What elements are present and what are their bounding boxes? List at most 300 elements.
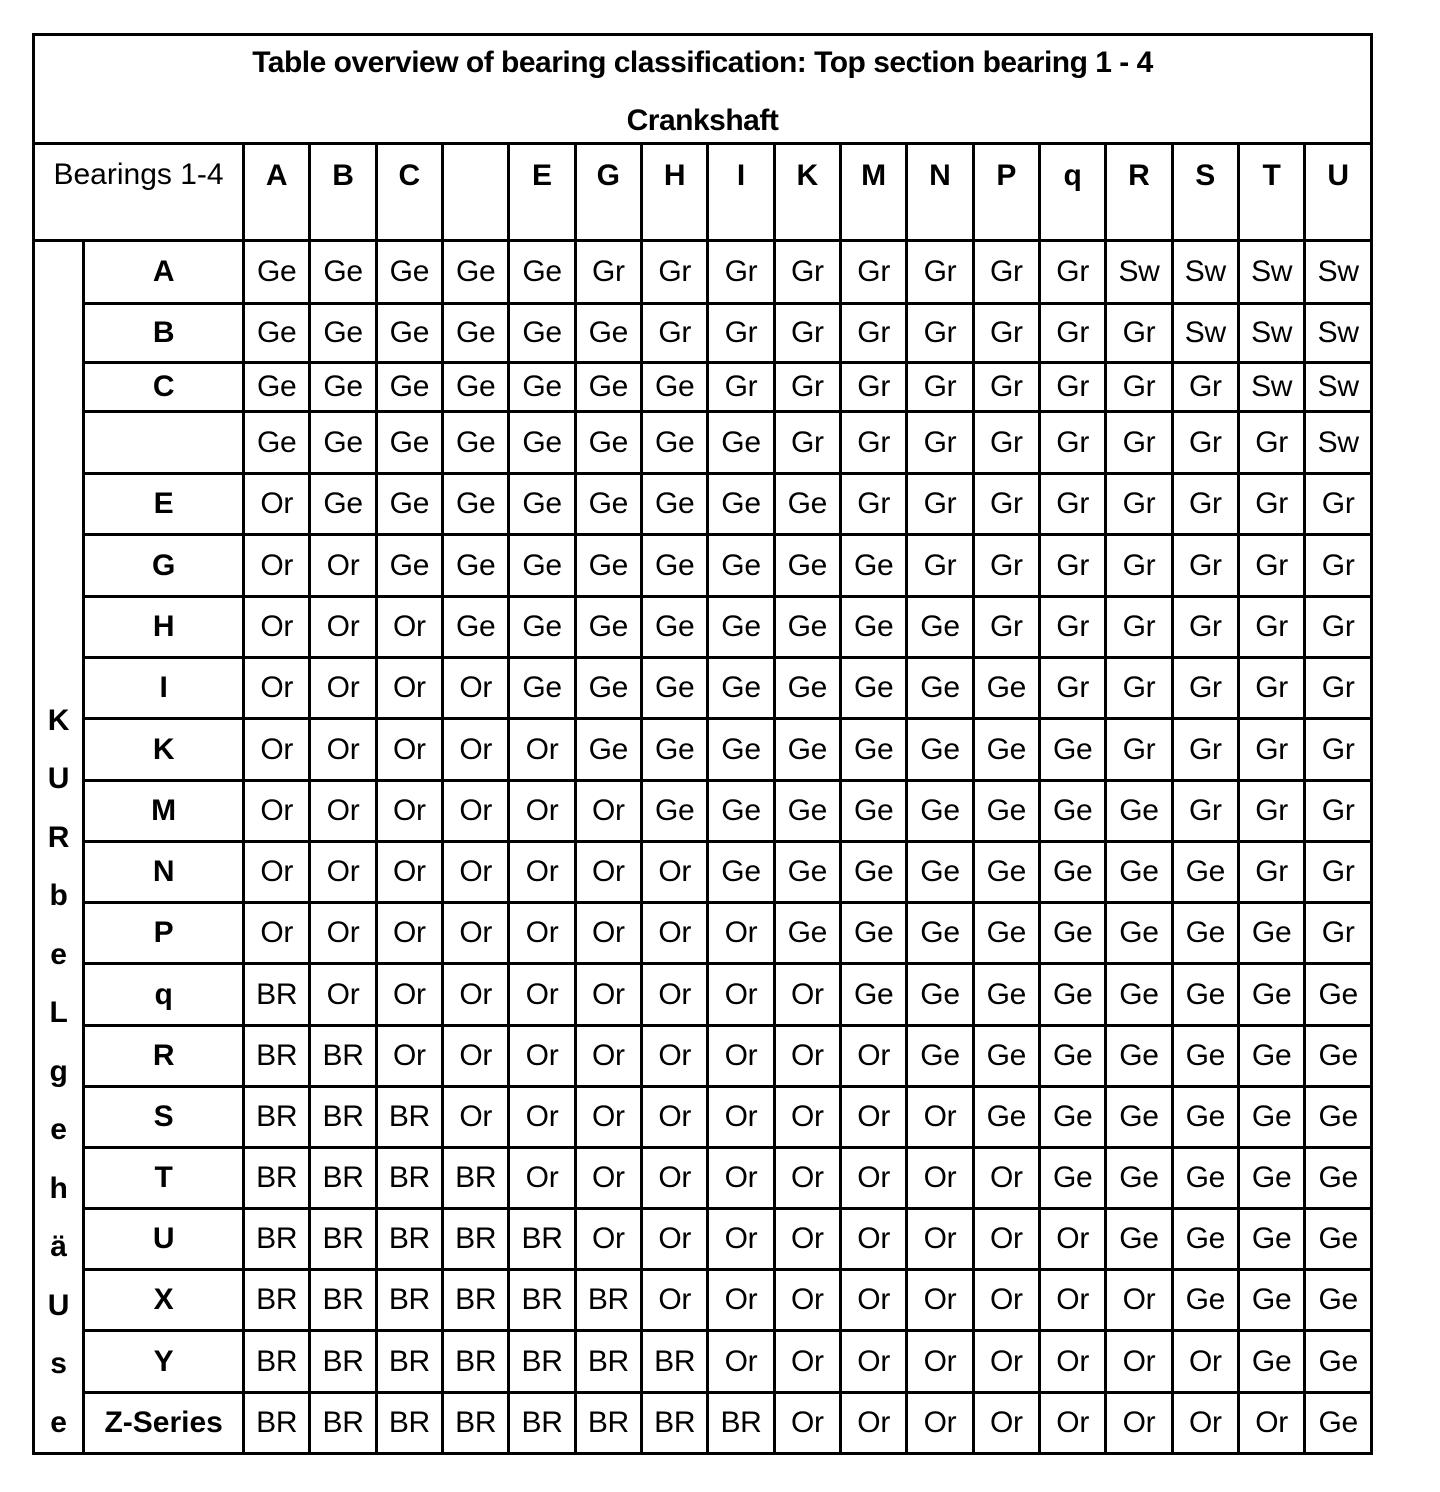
table-cell: Ge bbox=[1305, 1393, 1372, 1454]
vertical-label-char: g bbox=[49, 1054, 68, 1088]
table-cell: Ge bbox=[973, 903, 1039, 964]
table-cell: Gr bbox=[1039, 304, 1105, 363]
table-cell: Or bbox=[642, 1087, 708, 1148]
table-cell: Or bbox=[642, 964, 708, 1026]
table-cell: Or bbox=[907, 1331, 973, 1393]
row-header: P bbox=[84, 903, 244, 964]
vertical-label-char: b bbox=[49, 879, 68, 912]
table-cell: Sw bbox=[1305, 412, 1372, 474]
table-cell: BR bbox=[244, 1331, 310, 1393]
table-cell: Gr bbox=[774, 363, 840, 412]
row-header bbox=[84, 412, 244, 474]
table-cell: Or bbox=[774, 964, 840, 1026]
table-cell: Gr bbox=[1305, 842, 1372, 903]
table-cell: Or bbox=[244, 535, 310, 597]
table-cell: Or bbox=[509, 842, 575, 903]
table-row bbox=[34, 412, 1372, 474]
table-cell: Or bbox=[244, 842, 310, 903]
table-cell: Or bbox=[973, 1393, 1039, 1454]
table-cell: Gr bbox=[1039, 241, 1105, 304]
table-cell: Ge bbox=[708, 535, 774, 597]
table-cell: Or bbox=[244, 658, 310, 719]
table-cell: Or bbox=[841, 1087, 907, 1148]
table-cell: Ge bbox=[1039, 903, 1105, 964]
table-cell: Ge bbox=[1238, 1087, 1304, 1148]
table-cell: Ge bbox=[376, 412, 442, 474]
table-cell: Ge bbox=[907, 842, 973, 903]
table-cell: Or bbox=[443, 781, 509, 842]
table-cell: Gr bbox=[1305, 903, 1372, 964]
table-cell: Or bbox=[708, 1209, 774, 1270]
table-row bbox=[34, 597, 1372, 658]
table-cell: Gr bbox=[774, 412, 840, 474]
table-cell: Or bbox=[509, 1148, 575, 1209]
table-cell: Or bbox=[642, 1026, 708, 1087]
table-cell: BR bbox=[509, 1270, 575, 1331]
table-cell: Or bbox=[1106, 1393, 1172, 1454]
table-cell: BR bbox=[642, 1331, 708, 1393]
table-cell: Gr bbox=[1172, 474, 1238, 535]
table-cell: Ge bbox=[575, 597, 641, 658]
table-cell: Or bbox=[443, 903, 509, 964]
table-cell: Ge bbox=[376, 241, 442, 304]
table-row bbox=[34, 535, 1372, 597]
table-cell: Or bbox=[1106, 1270, 1172, 1331]
table-cell: Or bbox=[1172, 1393, 1238, 1454]
table-cell: Ge bbox=[1238, 1148, 1304, 1209]
table-cell: Ge bbox=[1305, 1270, 1372, 1331]
table-cell: Or bbox=[774, 1331, 840, 1393]
table-cell: Or bbox=[642, 1148, 708, 1209]
table-cell: Ge bbox=[509, 535, 575, 597]
row-header: Y bbox=[84, 1331, 244, 1393]
table-cell: Ge bbox=[774, 535, 840, 597]
table-cell: Ge bbox=[509, 241, 575, 304]
table-cell: Ge bbox=[1106, 1209, 1172, 1270]
table-cell: Ge bbox=[841, 719, 907, 781]
table-cell: Or bbox=[575, 1148, 641, 1209]
table-cell: Gr bbox=[1305, 535, 1372, 597]
table-cell: Or bbox=[774, 1270, 840, 1331]
column-header: G bbox=[575, 144, 641, 241]
table-cell: BR bbox=[376, 1331, 442, 1393]
vertical-label-char: U bbox=[47, 762, 70, 795]
table-cell: Or bbox=[841, 1331, 907, 1393]
table-cell: Ge bbox=[1305, 1026, 1372, 1087]
table-cell: Or bbox=[376, 719, 442, 781]
vertical-label-char: L bbox=[49, 996, 68, 1029]
table-cell: Gr bbox=[1172, 597, 1238, 658]
table-cell: Or bbox=[310, 535, 376, 597]
table-cell: BR bbox=[310, 1209, 376, 1270]
table-title-main: Table overview of bearing classification: Top section bearing 1 - 4 bbox=[252, 46, 1153, 79]
table-row bbox=[34, 1087, 1372, 1148]
table-cell: Ge bbox=[1106, 842, 1172, 903]
table-cell: Ge bbox=[973, 781, 1039, 842]
table-cell: Ge bbox=[1238, 1026, 1304, 1087]
table-cell: Ge bbox=[642, 474, 708, 535]
table-cell: Gr bbox=[1106, 719, 1172, 781]
table-cell: Ge bbox=[907, 719, 973, 781]
table-cell: BR bbox=[244, 1087, 310, 1148]
table-cell: Gr bbox=[1172, 719, 1238, 781]
table-row bbox=[34, 474, 1372, 535]
table-cell: Sw bbox=[1238, 363, 1304, 412]
row-header: I bbox=[84, 658, 244, 719]
table-cell: Ge bbox=[708, 597, 774, 658]
table-cell: Ge bbox=[1305, 1209, 1372, 1270]
vertical-label-char: R bbox=[47, 820, 70, 854]
table-cell: Gr bbox=[973, 412, 1039, 474]
row-header: B bbox=[84, 304, 244, 363]
table-cell: Ge bbox=[1039, 781, 1105, 842]
table-cell: Gr bbox=[1238, 474, 1304, 535]
table-cell: Gr bbox=[907, 535, 973, 597]
table-cell: BR bbox=[244, 1393, 310, 1454]
table-cell: Or bbox=[310, 842, 376, 903]
row-header: Z-Series bbox=[84, 1393, 244, 1454]
column-header: A bbox=[244, 144, 310, 241]
table-cell: Ge bbox=[1172, 903, 1238, 964]
table-cell: Ge bbox=[443, 474, 509, 535]
table-cell: Gr bbox=[841, 241, 907, 304]
table-cell: Ge bbox=[244, 241, 310, 304]
table-cell: Ge bbox=[1039, 1087, 1105, 1148]
table-cell: Gr bbox=[1039, 658, 1105, 719]
table-cell: Or bbox=[907, 1148, 973, 1209]
table-cell: Or bbox=[509, 781, 575, 842]
bearing-classification-table-wrapper bbox=[32, 33, 1373, 1455]
table-cell: Or bbox=[1039, 1331, 1105, 1393]
table-cell: Ge bbox=[376, 535, 442, 597]
column-header: N bbox=[907, 144, 973, 241]
table-cell: BR bbox=[244, 1209, 310, 1270]
table-cell: Ge bbox=[708, 474, 774, 535]
table-cell: Ge bbox=[642, 597, 708, 658]
table-cell: Ge bbox=[907, 964, 973, 1026]
table-cell: Or bbox=[376, 658, 442, 719]
table-cell: Gr bbox=[1039, 363, 1105, 412]
table-cell: Or bbox=[907, 1087, 973, 1148]
table-cell: Ge bbox=[1305, 1148, 1372, 1209]
table-cell: Gr bbox=[1305, 658, 1372, 719]
table-cell: Or bbox=[1172, 1331, 1238, 1393]
table-cell: Ge bbox=[1172, 1209, 1238, 1270]
table-cell: Or bbox=[708, 1331, 774, 1393]
table-cell: Or bbox=[907, 1209, 973, 1270]
table-cell: Ge bbox=[973, 1026, 1039, 1087]
table-row bbox=[34, 1393, 1372, 1454]
table-cell: Or bbox=[244, 781, 310, 842]
table-cell: Gr bbox=[774, 241, 840, 304]
column-header: M bbox=[841, 144, 907, 241]
table-cell: Ge bbox=[973, 658, 1039, 719]
table-cell: Ge bbox=[774, 719, 840, 781]
vertical-label-char: e bbox=[50, 937, 67, 971]
column-header: P bbox=[973, 144, 1039, 241]
table-cell: Ge bbox=[443, 412, 509, 474]
table-cell: Gr bbox=[708, 363, 774, 412]
row-header: K bbox=[84, 719, 244, 781]
table-cell: Gr bbox=[1305, 781, 1372, 842]
table-cell: BR bbox=[244, 1026, 310, 1087]
table-cell: Gr bbox=[708, 241, 774, 304]
table-cell: BR bbox=[443, 1331, 509, 1393]
table-cell: Ge bbox=[1106, 1148, 1172, 1209]
table-cell: Ge bbox=[509, 658, 575, 719]
row-header: M bbox=[84, 781, 244, 842]
table-cell: BR bbox=[376, 1148, 442, 1209]
table-cell: Gr bbox=[575, 241, 641, 304]
table-row bbox=[34, 781, 1372, 842]
table-cell: Gr bbox=[1238, 719, 1304, 781]
table-cell: Ge bbox=[575, 412, 641, 474]
table-cell: Ge bbox=[575, 474, 641, 535]
table-cell: Ge bbox=[509, 363, 575, 412]
table-cell: Or bbox=[708, 1270, 774, 1331]
table-cell: Ge bbox=[973, 719, 1039, 781]
table-cell: Ge bbox=[1238, 1331, 1304, 1393]
table-cell: Or bbox=[244, 597, 310, 658]
table-cell: Or bbox=[443, 1087, 509, 1148]
table-cell: Ge bbox=[1172, 1148, 1238, 1209]
column-header: R bbox=[1106, 144, 1172, 241]
table-cell: Ge bbox=[907, 597, 973, 658]
table-cell: Ge bbox=[575, 658, 641, 719]
table-cell: Ge bbox=[310, 412, 376, 474]
table-cell: Gr bbox=[774, 304, 840, 363]
table-cell: Gr bbox=[973, 535, 1039, 597]
column-header bbox=[443, 144, 509, 241]
table-cell: Or bbox=[376, 597, 442, 658]
table-cell: Ge bbox=[1172, 1087, 1238, 1148]
table-cell: Or bbox=[310, 719, 376, 781]
table-row bbox=[34, 1331, 1372, 1393]
table-cell: Gr bbox=[1172, 363, 1238, 412]
table-cell: Ge bbox=[708, 719, 774, 781]
table-cell: Or bbox=[310, 903, 376, 964]
table-cell: BR bbox=[310, 1270, 376, 1331]
table-cell: Ge bbox=[509, 412, 575, 474]
table-row bbox=[34, 903, 1372, 964]
table-cell: Or bbox=[708, 1087, 774, 1148]
table-cell: BR bbox=[376, 1270, 442, 1331]
table-cell: Or bbox=[973, 1331, 1039, 1393]
table-title bbox=[34, 35, 1372, 144]
table-cell: Or bbox=[642, 1270, 708, 1331]
column-header: T bbox=[1238, 144, 1304, 241]
column-header-row bbox=[34, 144, 1372, 241]
table-cell: Or bbox=[509, 1087, 575, 1148]
table-cell: BR bbox=[244, 1148, 310, 1209]
table-cell: Gr bbox=[1238, 842, 1304, 903]
table-cell: Or bbox=[907, 1393, 973, 1454]
table-cell: Or bbox=[376, 781, 442, 842]
table-cell: Ge bbox=[841, 903, 907, 964]
table-cell: Ge bbox=[642, 719, 708, 781]
column-header: S bbox=[1172, 144, 1238, 241]
column-header: I bbox=[708, 144, 774, 241]
table-cell: Or bbox=[575, 1087, 641, 1148]
table-row bbox=[34, 1209, 1372, 1270]
vertical-label-char: ä bbox=[50, 1230, 67, 1263]
table-cell: Ge bbox=[642, 363, 708, 412]
table-cell: Or bbox=[509, 1026, 575, 1087]
table-cell: Ge bbox=[973, 964, 1039, 1026]
table-cell: Gr bbox=[973, 304, 1039, 363]
table-cell: Ge bbox=[376, 304, 442, 363]
table-cell: Gr bbox=[973, 597, 1039, 658]
table-cell: BR bbox=[575, 1270, 641, 1331]
table-cell: Ge bbox=[310, 304, 376, 363]
table-cell: Gr bbox=[642, 241, 708, 304]
row-header: C bbox=[84, 363, 244, 412]
table-cell: Or bbox=[575, 964, 641, 1026]
table-cell: Or bbox=[708, 964, 774, 1026]
row-header: U bbox=[84, 1209, 244, 1270]
table-cell: Gr bbox=[841, 304, 907, 363]
table-cell: Or bbox=[244, 903, 310, 964]
vertical-row-group-label bbox=[34, 241, 84, 1454]
table-cell: Gr bbox=[1238, 658, 1304, 719]
table-cell: BR bbox=[310, 1087, 376, 1148]
table-cell: BR bbox=[310, 1148, 376, 1209]
table-cell: Ge bbox=[1238, 1209, 1304, 1270]
table-cell: Gr bbox=[1106, 412, 1172, 474]
table-cell: Ge bbox=[708, 842, 774, 903]
table-cell: Ge bbox=[1106, 781, 1172, 842]
table-cell: Or bbox=[376, 1026, 442, 1087]
column-header: C bbox=[376, 144, 442, 241]
table-cell: Or bbox=[973, 1209, 1039, 1270]
table-cell: Gr bbox=[1106, 304, 1172, 363]
table-cell: Or bbox=[244, 719, 310, 781]
table-cell: Ge bbox=[907, 903, 973, 964]
table-cell: Or bbox=[575, 842, 641, 903]
table-cell: Gr bbox=[1039, 474, 1105, 535]
table-row bbox=[34, 304, 1372, 363]
table-cell: Ge bbox=[841, 535, 907, 597]
table-cell: Ge bbox=[509, 304, 575, 363]
table-cell: Or bbox=[310, 964, 376, 1026]
table-cell: Ge bbox=[575, 535, 641, 597]
table-cell: Gr bbox=[1305, 719, 1372, 781]
column-header: H bbox=[642, 144, 708, 241]
table-cell: BR bbox=[575, 1393, 641, 1454]
table-cell: Ge bbox=[708, 658, 774, 719]
table-cell: Sw bbox=[1238, 241, 1304, 304]
table-cell: Or bbox=[244, 474, 310, 535]
table-cell: Ge bbox=[841, 781, 907, 842]
table-cell: Gr bbox=[1106, 474, 1172, 535]
table-cell: Or bbox=[509, 719, 575, 781]
table-cell: BR bbox=[310, 1026, 376, 1087]
table-cell: Ge bbox=[443, 304, 509, 363]
table-cell: Or bbox=[310, 597, 376, 658]
table-cell: Or bbox=[973, 1270, 1039, 1331]
row-header: A bbox=[84, 241, 244, 304]
table-cell: Ge bbox=[1172, 842, 1238, 903]
table-cell: BR bbox=[443, 1148, 509, 1209]
table-cell: Ge bbox=[1172, 1026, 1238, 1087]
table-cell: Sw bbox=[1172, 304, 1238, 363]
table-cell: Gr bbox=[1238, 412, 1304, 474]
table-cell: Ge bbox=[1238, 964, 1304, 1026]
table-cell: Ge bbox=[1039, 719, 1105, 781]
table-cell: Ge bbox=[310, 363, 376, 412]
table-cell: Ge bbox=[708, 781, 774, 842]
table-cell: Gr bbox=[1106, 535, 1172, 597]
table-cell: Gr bbox=[907, 241, 973, 304]
table-cell: Ge bbox=[642, 658, 708, 719]
table-cell: Ge bbox=[1238, 903, 1304, 964]
table-cell: BR bbox=[443, 1270, 509, 1331]
table-cell: Gr bbox=[907, 363, 973, 412]
table-cell: Gr bbox=[1039, 597, 1105, 658]
table-cell: Gr bbox=[1106, 597, 1172, 658]
table-cell: Gr bbox=[1238, 535, 1304, 597]
table-cell: Ge bbox=[310, 474, 376, 535]
table-cell: Gr bbox=[1106, 658, 1172, 719]
table-cell: Or bbox=[443, 842, 509, 903]
table-cell: Gr bbox=[841, 474, 907, 535]
table-cell: Gr bbox=[973, 363, 1039, 412]
vertical-label-char: h bbox=[49, 1171, 68, 1205]
table-cell: Ge bbox=[841, 658, 907, 719]
corner-header: Bearings 1-4 bbox=[34, 144, 244, 241]
table-cell: Or bbox=[907, 1270, 973, 1331]
table-cell: Ge bbox=[907, 1026, 973, 1087]
vertical-label-char: s bbox=[50, 1347, 67, 1380]
table-cell: BR bbox=[443, 1209, 509, 1270]
table-cell: Gr bbox=[907, 412, 973, 474]
table-cell: Ge bbox=[509, 597, 575, 658]
table-cell: Or bbox=[443, 964, 509, 1026]
row-header: q bbox=[84, 964, 244, 1026]
table-cell: Ge bbox=[244, 412, 310, 474]
table-cell: Gr bbox=[1106, 363, 1172, 412]
table-cell: Or bbox=[509, 903, 575, 964]
table-cell: Gr bbox=[841, 363, 907, 412]
vertical-label-char: U bbox=[47, 1288, 70, 1322]
table-cell: Or bbox=[310, 658, 376, 719]
table-cell: Ge bbox=[774, 903, 840, 964]
table-cell: Or bbox=[1039, 1209, 1105, 1270]
table-cell: Gr bbox=[1238, 781, 1304, 842]
table-row bbox=[34, 964, 1372, 1026]
table-cell: Ge bbox=[907, 781, 973, 842]
table-cell: Ge bbox=[1106, 1026, 1172, 1087]
table-cell: Ge bbox=[1305, 1331, 1372, 1393]
table-cell: BR bbox=[376, 1087, 442, 1148]
table-cell: Ge bbox=[774, 781, 840, 842]
table-cell: BR bbox=[509, 1393, 575, 1454]
table-cell: BR bbox=[575, 1331, 641, 1393]
table-cell: Or bbox=[642, 1209, 708, 1270]
table-row bbox=[34, 1270, 1372, 1331]
table-cell: Ge bbox=[575, 719, 641, 781]
table-cell: BR bbox=[443, 1393, 509, 1454]
table-cell: Ge bbox=[376, 474, 442, 535]
table-title-subtitle: Crankshaft bbox=[626, 104, 779, 137]
table-cell: Or bbox=[575, 903, 641, 964]
table-cell: Ge bbox=[1039, 1148, 1105, 1209]
table-cell: Ge bbox=[575, 304, 641, 363]
table-cell: Or bbox=[1238, 1393, 1304, 1454]
table-cell: Or bbox=[774, 1148, 840, 1209]
table-cell: Gr bbox=[1172, 412, 1238, 474]
table-cell: Ge bbox=[774, 597, 840, 658]
